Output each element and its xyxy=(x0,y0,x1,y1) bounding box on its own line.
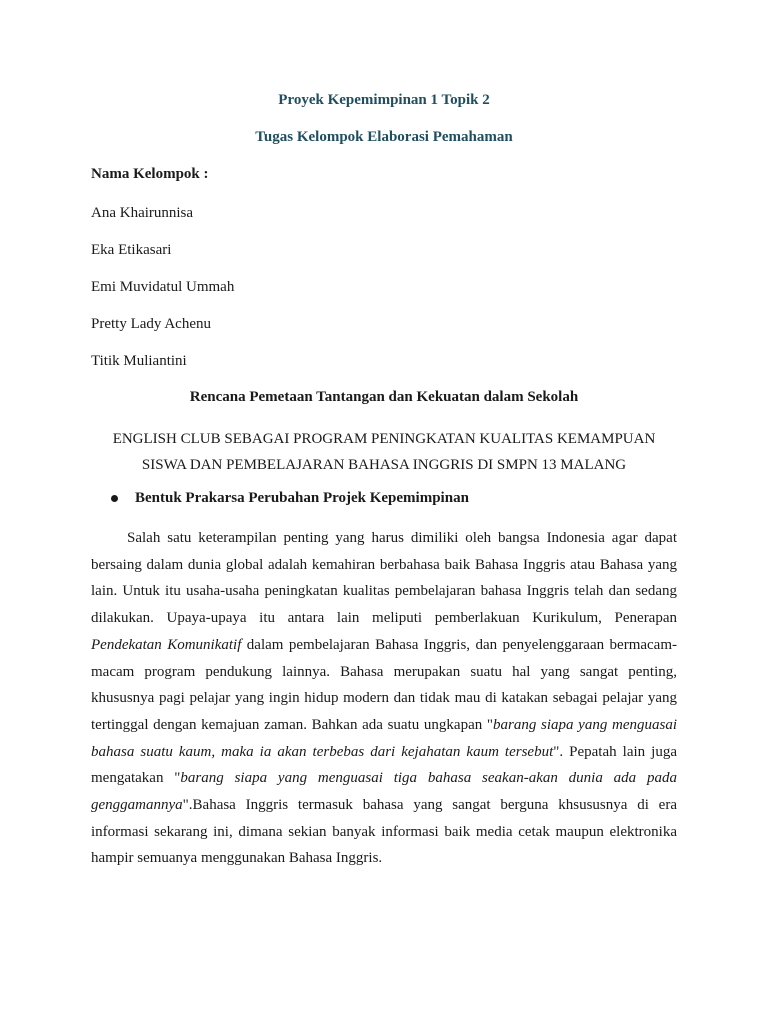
member-list xyxy=(91,203,234,388)
paragraph-italic: Pendekatan Komunikatif xyxy=(91,636,242,653)
program-title xyxy=(91,426,677,478)
member-item: Emi Muvidatul Ummah xyxy=(91,279,235,295)
task-subtitle: Tugas Kelompok Elaborasi Pemahaman xyxy=(255,129,513,145)
paragraph-text: ".Bahasa Inggris termasuk bahasa yang sangat berguna khsususnya di era informasi sekarang ini, dimana sekian banyak informasi baik media cetak maupun elektronika hampir semuanya menggunakan Bahasa Inggris. xyxy=(91,797,677,867)
section-title: Rencana Pemetaan Tantangan dan Kekuatan dalam Sekolah xyxy=(189,389,579,405)
body-paragraph xyxy=(91,525,677,872)
bullet-heading-text: Bentuk Prakarsa Perubahan Projek Kepemimpinan xyxy=(135,490,469,506)
member-item: Titik Muliantini xyxy=(91,353,187,369)
paragraph-text: dalam pembelajaran Bahasa Inggris, dan penyelenggaraan bermacam-macam program pendukung lainnya. Bahasa merupakan suatu hal yang sangat penting, khususnya pagi pelajar yang ingin hidup modern dan tidak mau di katakan sebagai pelajar yang tertinggal dengan kemajuan zaman. Bahkan ada suatu ungkapan " xyxy=(91,636,677,733)
document-title: Proyek Kepemimpinan 1 Topik 2 xyxy=(278,92,490,108)
bullet-heading xyxy=(111,490,469,507)
paragraph-text: ". Pepatah lain juga mengatakan " xyxy=(91,743,677,787)
program-title-line1: ENGLISH CLUB SEBAGAI PROGRAM PENINGKATAN KUALITAS KEMAMPUAN xyxy=(112,431,656,447)
paragraph-italic: barang siapa yang menguasai bahasa suatu kaum, maka ia akan terbebas dari kejahatan kaum tersebut xyxy=(91,716,677,760)
member-item: Ana Khairunnisa xyxy=(91,205,194,221)
paragraph-text: Salah satu keterampilan penting yang harus dimiliki oleh bangsa Indonesia agar dapat bersaing dalam dunia global adalah kemahiran berbahasa baik Bahasa Inggris atau Bahasa yang lain. Untuk itu usaha-usaha peningkatan kualitas pembelajaran bahasa Inggris telah dan sedang dilakukan. Upaya-upaya itu antara lain meliputi pemberlakuan Kurikulum, Penerapan xyxy=(91,530,677,627)
group-label: Nama Kelompok : xyxy=(91,166,209,182)
bullet-icon xyxy=(111,495,118,502)
document-page xyxy=(91,0,677,1024)
member-item: Eka Etikasari xyxy=(91,242,172,258)
paragraph-italic: barang siapa yang menguasai tiga bahasa seakan-akan dunia ada pada genggamannya xyxy=(91,770,678,814)
member-item: Pretty Lady Achenu xyxy=(91,316,211,332)
program-title-line2: SISWA DAN PEMBELAJARAN BAHASA INGGRIS DI SMPN 13 MALANG xyxy=(141,457,627,473)
